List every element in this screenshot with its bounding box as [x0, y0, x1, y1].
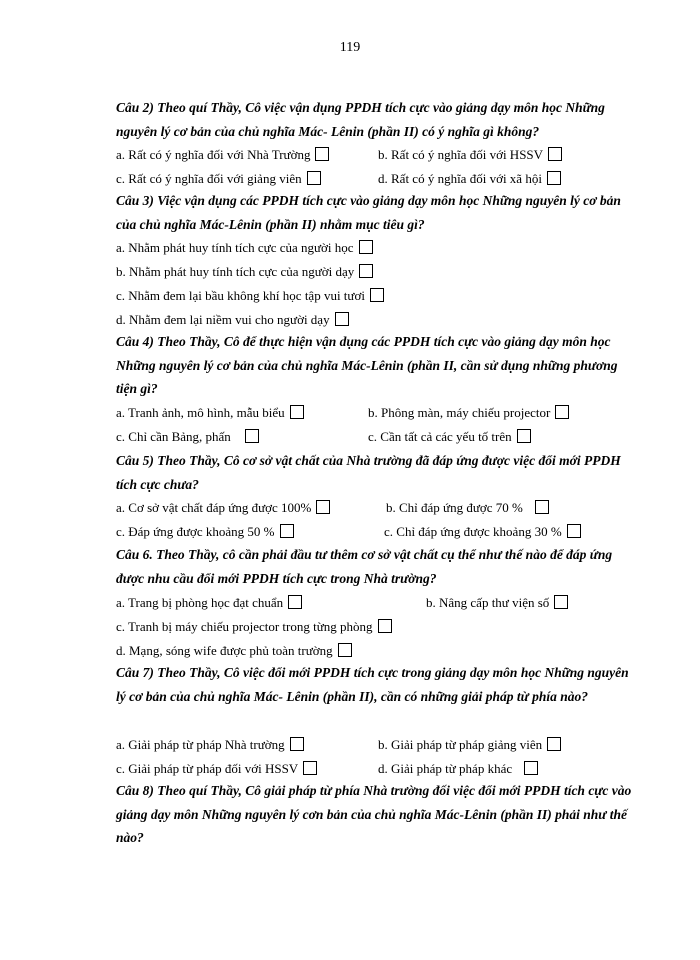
- question-6-row-1: [116, 594, 636, 614]
- q6-option-a-checkbox[interactable]: [288, 595, 302, 609]
- q3-option-c: [116, 287, 384, 305]
- q6-option-b-label: b. Nâng cấp thư viện số: [426, 595, 550, 610]
- q5-option-d: [384, 523, 581, 541]
- q6-option-a: [116, 594, 302, 612]
- q4-option-a-label: a. Tranh ảnh, mô hình, mẫu biểu: [116, 405, 285, 420]
- q2-option-d: [378, 170, 561, 188]
- q3-option-b: [116, 263, 373, 281]
- question-2-row-1: [116, 146, 636, 166]
- q5-option-c-checkbox[interactable]: [280, 524, 294, 538]
- q2-option-b-checkbox[interactable]: [548, 147, 562, 161]
- question-2-row-2: [116, 170, 636, 190]
- q7-option-b-label: b. Giải pháp từ pháp giảng viên: [378, 737, 543, 752]
- question-3-title: Câu 3) Việc vận dụng các PPDH tích cực vào giảng dạy môn học Những nguyên lý cơ bản của chủ nghĩa Mác-Lênin (phần II) nhằm mục tiêu gì?: [116, 193, 621, 232]
- q5-option-b-checkbox[interactable]: [535, 500, 549, 514]
- q5-option-d-checkbox[interactable]: [567, 524, 581, 538]
- q4-option-b-label: b. Phông màn, máy chiếu projector: [368, 405, 551, 420]
- q2-option-a: [116, 146, 329, 164]
- q6-option-d: [116, 642, 352, 660]
- q3-option-c-label: c. Nhằm đem lại bầu không khí học tập vui tươi: [116, 288, 365, 303]
- question-5-row-1: [116, 499, 636, 519]
- q4-option-a-checkbox[interactable]: [290, 405, 304, 419]
- q6-option-c-checkbox[interactable]: [378, 619, 392, 633]
- q3-option-d-label: d. Nhằm đem lại niềm vui cho người dạy: [116, 312, 330, 327]
- question-3-row-2: [116, 263, 636, 283]
- question-6-title: Câu 6. Theo Thầy, cô cần phải đầu tư thêm cơ sở vật chất cụ thể như thế nào để đáp ứng được nhu cầu đổi mới PPDH tích cực trong Nhà trường?: [116, 547, 613, 586]
- question-6-row-2: [116, 618, 636, 638]
- q4-option-d: [368, 428, 531, 446]
- q4-option-a: [116, 404, 304, 422]
- q3-option-a: [116, 239, 373, 257]
- page-number: 119: [339, 40, 361, 55]
- q2-option-d-checkbox[interactable]: [547, 171, 561, 185]
- q5-option-b: [386, 499, 549, 517]
- q7-option-b-checkbox[interactable]: [547, 737, 561, 751]
- q3-option-b-checkbox[interactable]: [359, 264, 373, 278]
- q5-option-c-label: c. Đáp ứng được khoảng 50 %: [116, 524, 275, 539]
- q4-option-c: [116, 428, 259, 446]
- q4-option-c-label: c. Chỉ cần Bảng, phấn: [116, 429, 231, 444]
- question-7-title: Câu 7) Theo Thầy, Cô việc đổi mới PPDH tích cực trong giảng dạy môn học Những nguyên lý cơ bản của chủ nghĩa Mác- Lênin (phần II), cần có những giải pháp từ phía nào?: [116, 665, 629, 704]
- q7-option-d-checkbox[interactable]: [524, 761, 538, 775]
- q7-option-b: [378, 736, 561, 754]
- q3-option-d-checkbox[interactable]: [335, 312, 349, 326]
- q2-option-b: [378, 146, 562, 164]
- question-7-row-1: [116, 736, 636, 756]
- q3-option-d: [116, 311, 349, 329]
- q3-option-a-label: a. Nhằm phát huy tính tích cực của người học: [116, 240, 354, 255]
- q7-option-c-checkbox[interactable]: [303, 761, 317, 775]
- q7-option-c-label: c. Giải pháp từ pháp đối với HSSV: [116, 761, 299, 776]
- q6-option-b: [426, 594, 568, 612]
- question-5-row-2: [116, 523, 636, 543]
- question-5-title: Câu 5) Theo Thầy, Cô cơ sở vật chất của Nhà trường đã đáp ứng được việc đổi mới PPDH tích cực chưa?: [116, 453, 621, 492]
- q5-option-a-checkbox[interactable]: [316, 500, 330, 514]
- q4-option-b-checkbox[interactable]: [555, 405, 569, 419]
- q2-option-a-checkbox[interactable]: [315, 147, 329, 161]
- q7-option-c: [116, 760, 317, 778]
- q2-option-c-label: c. Rất có ý nghĩa đối với giảng viên: [116, 171, 302, 186]
- question-4-title: Câu 4) Theo Thầy, Cô để thực hiện vận dụng các PPDH tích cực vào giảng dạy môn học Những nguyên lý cơ bản của chủ nghĩa Mác-Lênin (phần II, cần sử dụng những phương tiện gì?: [116, 334, 618, 396]
- q2-option-c-checkbox[interactable]: [307, 171, 321, 185]
- q5-option-b-label: b. Chỉ đáp ứng được 70 %: [386, 500, 523, 515]
- q3-option-c-checkbox[interactable]: [370, 288, 384, 302]
- q7-option-a: [116, 736, 304, 754]
- question-3-row-1: [116, 239, 636, 259]
- q7-option-d-label: d. Giải pháp từ pháp khác: [378, 761, 513, 776]
- question-2-title: Câu 2) Theo quí Thầy, Cô việc vận dụng PPDH tích cực vào giảng dạy môn học Những nguyên lý cơ bản của chủ nghĩa Mác- Lênin (phần II) có ý nghĩa gì không?: [116, 100, 605, 139]
- q4-option-d-checkbox[interactable]: [517, 429, 531, 443]
- q2-option-d-label: d. Rất có ý nghĩa đối với xã hội: [378, 171, 542, 186]
- question-7-row-2: [116, 760, 636, 780]
- q6-option-c: [116, 618, 392, 636]
- q7-option-d: [378, 760, 538, 778]
- question-3-row-3: [116, 287, 636, 307]
- q5-option-a: [116, 499, 330, 517]
- q2-option-b-label: b. Rất có ý nghĩa đối với HSSV: [378, 147, 544, 162]
- q2-option-a-label: a. Rất có ý nghĩa đối với Nhà Trường: [116, 147, 311, 162]
- q6-option-b-checkbox[interactable]: [554, 595, 568, 609]
- q4-option-c-checkbox[interactable]: [245, 429, 259, 443]
- q6-option-d-checkbox[interactable]: [338, 643, 352, 657]
- q7-option-a-checkbox[interactable]: [290, 737, 304, 751]
- q3-option-a-checkbox[interactable]: [359, 240, 373, 254]
- q6-option-a-label: a. Trang bị phòng học đạt chuẩn: [116, 595, 284, 610]
- q6-option-d-label: d. Mạng, sóng wife được phủ toàn trường: [116, 643, 333, 658]
- q2-option-c: [116, 170, 321, 188]
- question-8-title: Câu 8) Theo quí Thầy, Cô giải pháp từ phía Nhà trường đối việc đổi mới PPDH tích cực vào giảng dạy môn Những nguyên lý cơn bản của chủ nghĩa Mác-Lênin (phần II) phải như thế nào?: [116, 783, 632, 845]
- question-4-row-2: [116, 428, 636, 448]
- q5-option-d-label: c. Chỉ đáp ứng được khoảng 30 %: [384, 524, 562, 539]
- q7-option-a-label: a. Giải pháp từ pháp Nhà trường: [116, 737, 285, 752]
- q4-option-b: [368, 404, 569, 422]
- q5-option-c: [116, 523, 294, 541]
- q6-option-c-label: c. Tranh bị máy chiếu projector trong từng phòng: [116, 619, 373, 634]
- q3-option-b-label: b. Nhằm phát huy tính tích cực của người dạy: [116, 264, 355, 279]
- q4-option-d-label: c. Cần tất cả các yếu tố trên: [368, 429, 512, 444]
- question-4-row-1: [116, 404, 636, 424]
- question-6-row-3: [116, 642, 636, 662]
- q5-option-a-label: a. Cơ sở vật chất đáp ứng được 100%: [116, 500, 312, 515]
- question-3-row-4: [116, 311, 636, 331]
